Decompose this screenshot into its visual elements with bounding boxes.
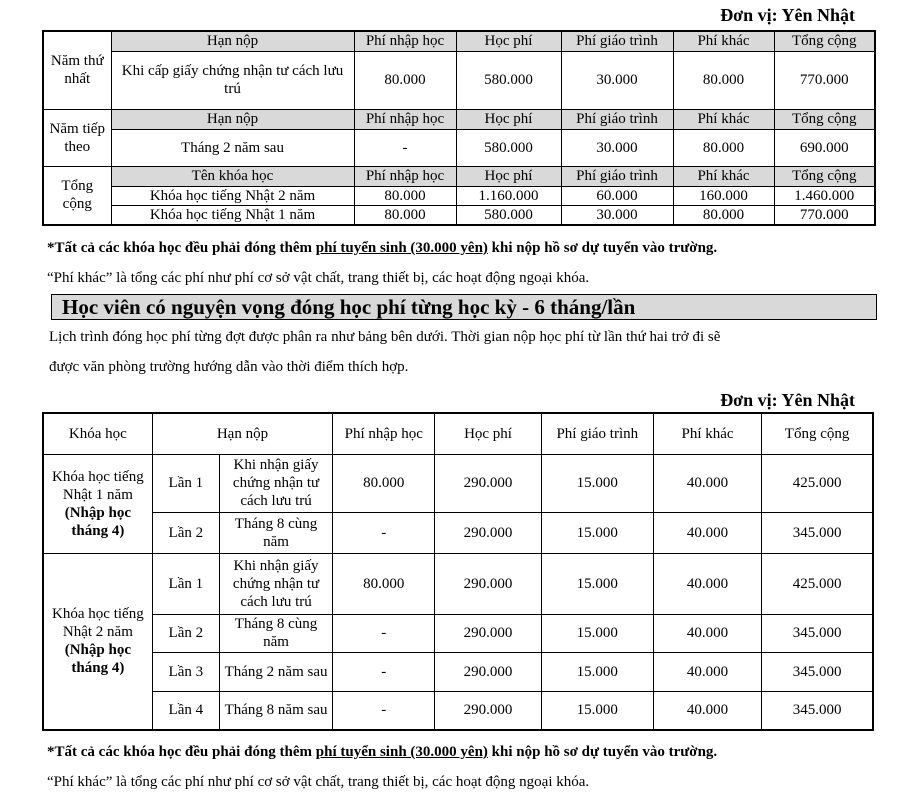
table-header: Phí khác: [653, 413, 761, 454]
table-cell: 290.000: [435, 553, 541, 614]
table-cell: -: [333, 512, 435, 553]
table-cell: 80.000: [333, 454, 435, 512]
table-cell: 15.000: [541, 553, 653, 614]
table-header: Tổng cộng: [774, 109, 875, 129]
table-cell: 15.000: [541, 652, 653, 691]
admission-fee-highlight: phí tuyển sinh (30.000 yên): [315, 744, 488, 760]
table-cell: 80.000: [673, 205, 774, 225]
table-header: Học phí: [456, 31, 561, 51]
table-cell: 580.000: [456, 205, 561, 225]
table-cell: -: [333, 652, 435, 691]
table-cell: 1.460.000: [774, 186, 875, 205]
table-cell: 80.000: [673, 129, 774, 166]
table-header: Phí khác: [673, 31, 774, 51]
total-label: Tổng cộng: [43, 166, 111, 225]
table-header: Tổng cộng: [774, 166, 875, 186]
table-cell: 345.000: [762, 614, 873, 652]
table-header: Khóa học: [43, 413, 152, 454]
first-year-label: Năm thứ nhất: [43, 31, 111, 109]
table-cell: 15.000: [541, 512, 653, 553]
table-cell: 290.000: [435, 512, 541, 553]
table-cell: 80.000: [354, 51, 456, 109]
table-cell: -: [354, 129, 456, 166]
table-header: Hạn nộp: [111, 109, 354, 129]
note-text: khi nộp hồ sơ dự tuyển vào trường.: [487, 744, 718, 760]
table-cell: Tháng 8 năm sau: [219, 691, 332, 730]
table-cell: 345.000: [762, 691, 873, 730]
table-cell: 80.000: [354, 186, 456, 205]
course-intake: (Nhập học tháng 4): [64, 504, 131, 539]
table-cell: 40.000: [653, 512, 761, 553]
table-cell: 290.000: [435, 691, 541, 730]
note-text: *Tất cả các khóa học đều phải đóng thêm: [47, 240, 316, 256]
table-cell: 15.000: [541, 614, 653, 652]
table-cell: 15.000: [541, 691, 653, 730]
table-header: Tổng cộng: [762, 413, 873, 454]
table-cell: 30.000: [561, 205, 673, 225]
table-cell: Tháng 2 năm sau: [219, 652, 332, 691]
table-header: Phí khác: [673, 109, 774, 129]
table-header: Phí nhập học: [354, 109, 456, 129]
table-cell: 1.160.000: [456, 186, 561, 205]
table-cell: 290.000: [435, 454, 541, 512]
note-text: *Tất cả các khóa học đều phải đóng thêm: [47, 744, 316, 760]
table-header: Học phí: [456, 166, 561, 186]
other-fees-note: “Phí khác” là tổng các phí như phí cơ sở vật chất, trang thiết bị, các hoạt động ngoại khóa.: [47, 270, 590, 286]
table-cell: Lần 1: [152, 553, 219, 614]
next-year-label: Năm tiếp theo: [43, 109, 111, 166]
table-cell: -: [333, 691, 435, 730]
table-header: Học phí: [456, 109, 561, 129]
table-cell: 425.000: [762, 454, 873, 512]
table-header: Phí giáo trình: [561, 166, 673, 186]
semester-fee-table: [42, 412, 874, 731]
table-cell: 60.000: [561, 186, 673, 205]
table-cell: Lần 2: [152, 614, 219, 652]
table-header: Tổng cộng: [774, 31, 875, 51]
admission-fee-note: [47, 240, 717, 257]
table-cell: 345.000: [762, 652, 873, 691]
table-cell: Lần 2: [152, 512, 219, 553]
table-cell: 580.000: [456, 51, 561, 109]
table-header: Hạn nộp: [152, 413, 332, 454]
table-header: Học phí: [435, 413, 541, 454]
section-heading: Học viên có nguyện vọng đóng học phí từng học kỳ - 6 tháng/lần: [51, 294, 877, 320]
table-cell: 290.000: [435, 652, 541, 691]
table-cell: -: [333, 614, 435, 652]
table-cell: Khóa học tiếng Nhật 1 năm: [111, 205, 354, 225]
note-text: khi nộp hồ sơ dự tuyển vào trường.: [487, 240, 718, 256]
table-cell: 40.000: [653, 614, 761, 652]
table-cell: 690.000: [774, 129, 875, 166]
table-cell: Khi nhận giấy chứng nhận tư cách lưu trú: [219, 553, 332, 614]
table-cell: 40.000: [653, 691, 761, 730]
other-fees-note: “Phí khác” là tổng các phí như phí cơ sở vật chất, trang thiết bị, các hoạt động ngoại khóa.: [47, 774, 590, 790]
table-cell: 290.000: [435, 614, 541, 652]
table-cell: 40.000: [653, 652, 761, 691]
table-header: Phí nhập học: [333, 413, 435, 454]
admission-fee-note: [47, 744, 717, 761]
table-cell: Khi nhận giấy chứng nhận tư cách lưu trú: [219, 454, 332, 512]
table-cell: Tháng 2 năm sau: [111, 129, 354, 166]
table-header: Phí nhập học: [354, 166, 456, 186]
table-header: Hạn nộp: [111, 31, 354, 51]
table-cell: 80.000: [333, 553, 435, 614]
course-name: Khóa học tiếng Nhật 1 năm: [52, 468, 144, 503]
table-cell: 770.000: [774, 205, 875, 225]
table-cell: 580.000: [456, 129, 561, 166]
course-name: Khóa học tiếng Nhật 2 năm: [52, 606, 144, 641]
table-header: Phí giáo trình: [541, 413, 653, 454]
table-cell: 80.000: [673, 51, 774, 109]
table-header: Phí giáo trình: [561, 109, 673, 129]
table-cell: 80.000: [354, 205, 456, 225]
annual-fee-table: [42, 30, 876, 226]
table-cell: 15.000: [541, 454, 653, 512]
table-cell: Tháng 8 cùng năm: [219, 614, 332, 652]
admission-fee-highlight: phí tuyển sinh (30.000 yên): [315, 240, 488, 256]
table-header: Phí nhập học: [354, 31, 456, 51]
table-cell: Lần 3: [152, 652, 219, 691]
unit-label: Đơn vị: Yên Nhật: [720, 5, 855, 25]
table-cell: 770.000: [774, 51, 875, 109]
table-cell: 160.000: [673, 186, 774, 205]
course-1-year: [43, 454, 152, 553]
table-cell: Tháng 8 cùng năm: [219, 512, 332, 553]
table-header: Tên khóa học: [111, 166, 354, 186]
paragraph-line: được văn phòng trường hướng dẫn vào thời điểm thích hợp.: [49, 359, 409, 375]
table-cell: 30.000: [561, 129, 673, 166]
course-2-year: [43, 553, 152, 730]
table-header: Phí giáo trình: [561, 31, 673, 51]
table-cell: 425.000: [762, 553, 873, 614]
table-cell: Lần 4: [152, 691, 219, 730]
unit-label: Đơn vị: Yên Nhật: [720, 390, 855, 410]
table-cell: Lần 1: [152, 454, 219, 512]
paragraph-line: Lịch trình đóng học phí từng đợt được phân ra như bảng bên dưới. Thời gian nộp học phí từ lần thứ hai trở đi sẽ: [49, 329, 721, 345]
table-cell: Khóa học tiếng Nhật 2 năm: [111, 186, 354, 205]
course-intake: (Nhập học tháng 4): [64, 642, 131, 677]
table-cell: 40.000: [653, 553, 761, 614]
table-cell: 345.000: [762, 512, 873, 553]
table-cell: 30.000: [561, 51, 673, 109]
table-cell: Khi cấp giấy chứng nhận tư cách lưu trú: [111, 51, 354, 109]
table-header: Phí khác: [673, 166, 774, 186]
table-cell: 40.000: [653, 454, 761, 512]
